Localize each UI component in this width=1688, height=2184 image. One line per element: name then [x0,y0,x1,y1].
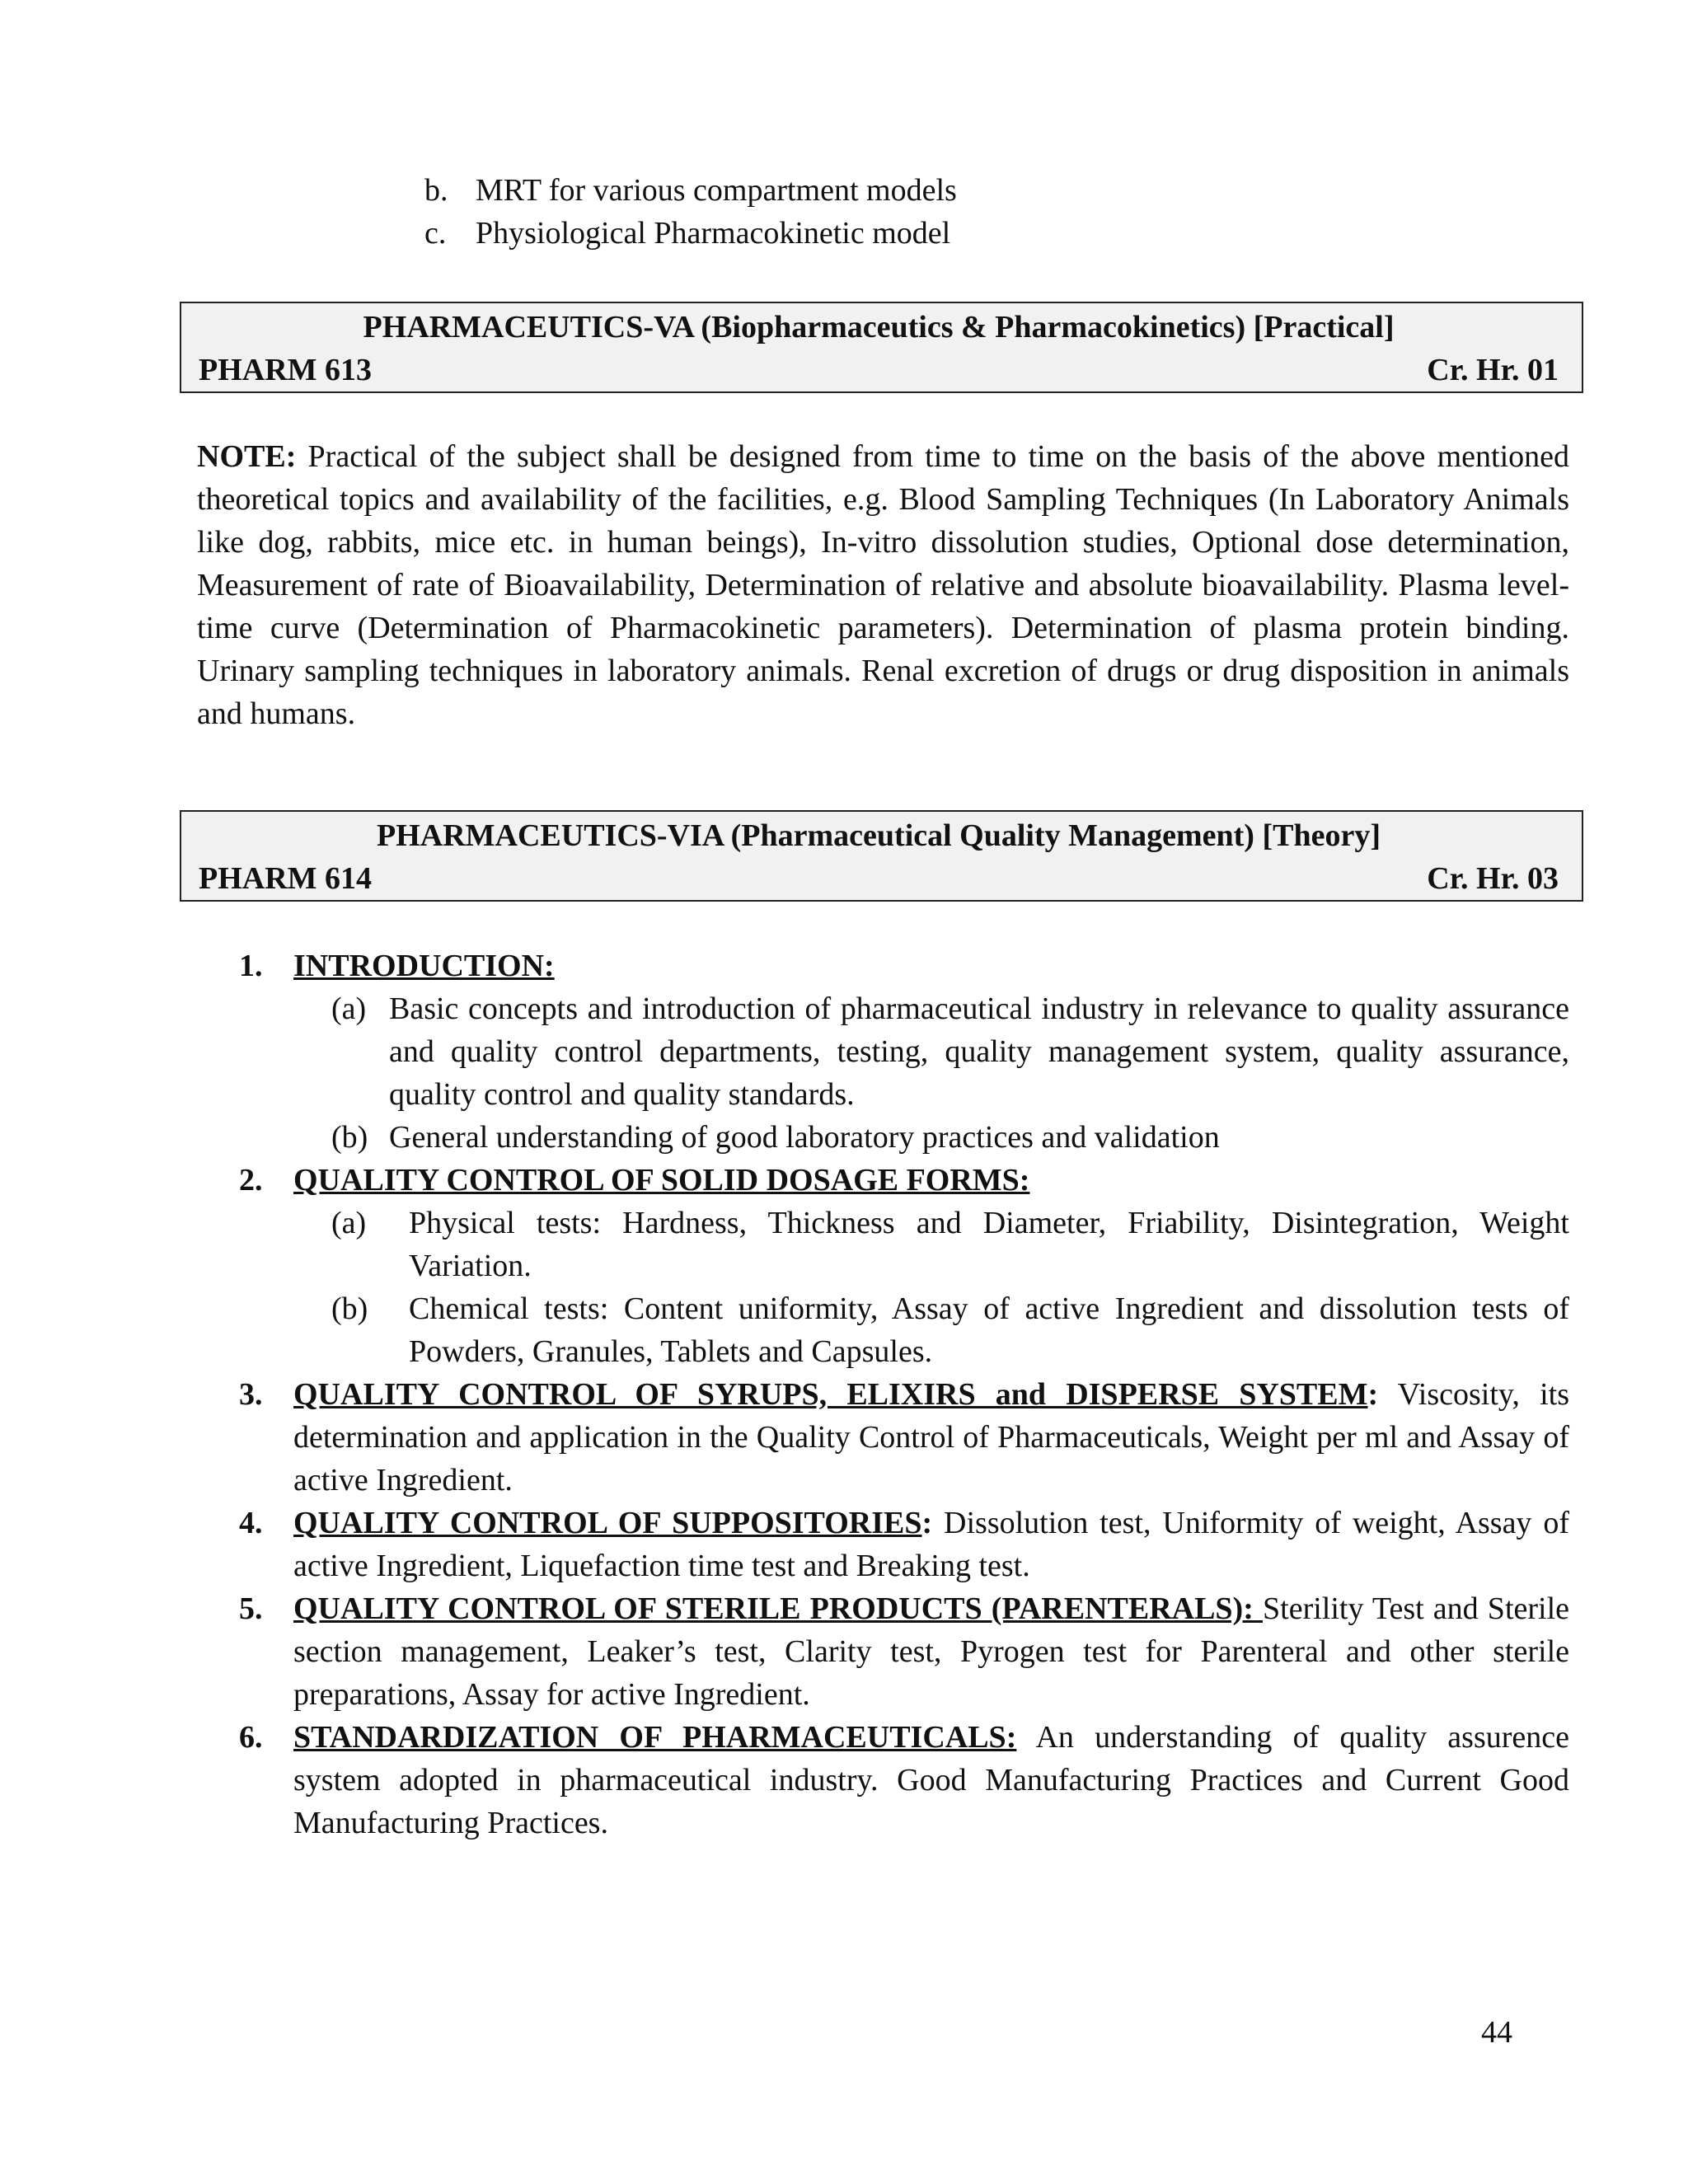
topic-number: 5. [239,1591,263,1626]
list-item [424,212,1414,255]
list-item-label: c. [424,216,447,251]
practical-note [197,435,1569,735]
topic-heading: QUALITY CONTROL OF STERILE PRODUCTS (PARENTERALS): [293,1591,1264,1626]
topic-text: An understanding of quality assurence system adopted in pharmaceutical industry. Good Manufacturing Practices and Current Good Manufacturing Practices. [293,1720,1569,1840]
topic-number: 1. [239,949,263,983]
subtopic-label: (b) [331,1291,368,1326]
list-item-label: b. [424,173,448,208]
topic-text: Dissolution test, Uniformity of weight, Assay of active Ingredient, Liquefaction time test and Breaking test. [293,1506,1569,1583]
page-number: 44 [1481,2015,1512,2050]
topic-number: 6. [239,1720,263,1755]
course-code: PHARM 613 [199,353,373,387]
topic-number: 4. [239,1506,263,1540]
continued-list [424,169,1414,255]
topic-number: 2. [239,1163,263,1197]
topic-heading: QUALITY CONTROL OF SUPPOSITORIES [293,1506,922,1540]
topic-heading-colon: : [1367,1377,1379,1412]
course-meta [199,857,1559,900]
course-header-box-pharm-614 [180,810,1583,902]
topic-text: Sterility Test and Sterile section management, Leaker’s test, Clarity test, Pyrogen test for Parenteral and other sterile preparations, Assay for active Ingredient. [293,1591,1570,1712]
course-credit-hours: Cr. Hr. 03 [1427,861,1559,896]
subtopic-label: (b) [331,1120,368,1155]
topic-heading: STANDARDIZATION OF PHARMACEUTICALS: [293,1720,1017,1755]
subtopic-text: Physical tests: Hardness, Thickness and Diameter, Friability, Disintegration, Weight Variation. [409,1206,1569,1283]
topic-item [239,1373,1569,1502]
topic-heading: QUALITY CONTROL OF SOLID DOSAGE FORMS: [293,1163,1030,1197]
topic-item [239,1716,1569,1844]
course-code: PHARM 614 [199,861,373,896]
list-item [424,169,1414,212]
course-title: PHARMACEUTICS-VA (Biopharmaceutics & Pharmacokinetics) [Practical] [363,310,1395,344]
subtopic-text: Basic concepts and introduction of pharmaceutical industry in relevance to quality assurance and quality control departments, testing, quality management system, quality assurance, quality control and quality standards. [389,991,1569,1112]
subtopic-label: (a) [331,991,367,1026]
note-label: NOTE: [197,439,297,474]
course-credit-hours: Cr. Hr. 01 [1427,353,1559,387]
subtopic-label: (a) [331,1206,367,1240]
course-meta [199,349,1559,391]
course-header-box-pharm-613 [180,302,1583,393]
subtopic-text: Chemical tests: Content uniformity, Assay of active Ingredient and dissolution tests of Powders, Granules, Tablets and Capsules. [409,1291,1569,1369]
topic-text: Viscosity, its determination and application in the Quality Control of Pharmaceuticals, Weight per ml and Assay of active Ingredient. [293,1377,1569,1497]
topic-number: 3. [239,1377,263,1412]
topic-heading-colon: : [921,1506,933,1540]
topic-item [239,1587,1569,1716]
subtopic-item [239,987,1569,1116]
list-item-text: Physiological Pharmacokinetic model [476,216,951,251]
note-text: Practical of the subject shall be designed from time to time on the basis of the above mentioned theoretical topics and availability of the facilities, e.g. Blood Sampling Techniques (In Laboratory Animals like dog, rabbits, mice etc. in human beings), In-vitro dissolution studies, Optional dose determination, Measurement of rate of Bioavailability, Determination of relative and absolute bioavailability. Plasma level-time curve (Determination of Pharmacokinetic parameters). Determination of plasma protein binding. Urinary sampling techniques in laboratory animals. Renal excretion of drugs or drug disposition in animals and humans. [197,439,1569,731]
topic-item [239,1159,1569,1202]
course-title: PHARMACEUTICS-VIA (Pharmaceutical Quality Management) [Theory] [377,818,1381,853]
subtopic-text: General understanding of good laboratory practices and validation [389,1120,1220,1155]
subtopic-item [239,1116,1569,1159]
topic-heading: QUALITY CONTROL OF SYRUPS, ELIXIRS and DISPERSE SYSTEM [293,1377,1368,1412]
subtopic-item [239,1202,1569,1287]
topic-item [239,944,1569,987]
list-item-text: MRT for various compartment models [476,173,957,208]
topic-heading: INTRODUCTION: [293,949,555,983]
topic-item [239,1502,1569,1587]
subtopic-item [239,1287,1569,1373]
topic-list [239,944,1569,1844]
